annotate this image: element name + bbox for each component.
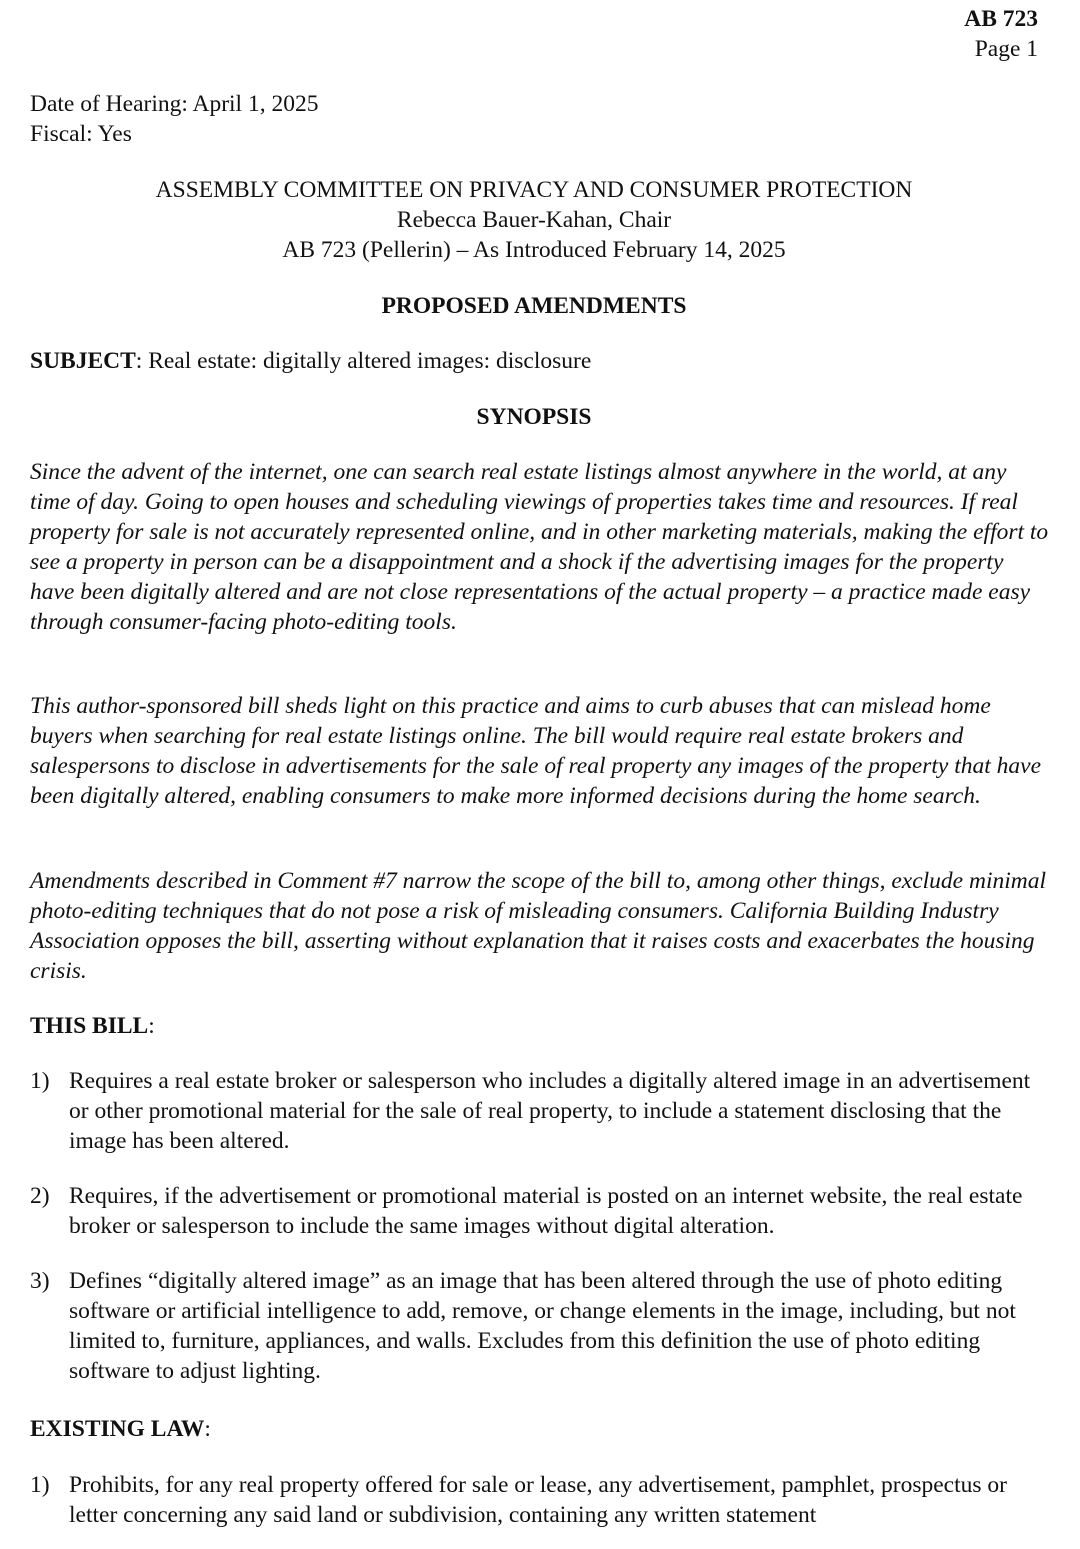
existing-law-heading [30,1414,211,1444]
subject-label: SUBJECT [30,348,136,374]
bill-number: AB 723 [964,6,1038,32]
synopsis-paragraph: This author-sponsored bill sheds light on this practice and aims to curb abuses that can mislead home buyers when searching for real estate listings online. The bill would require real estate brokers and salespersons to disclose in advertisements for the sale of real property any images of the property that have been digitally altered, enabling consumers to make more informed decisions during the home search. [30,693,1042,809]
amendments-heading: PROPOSED AMENDMENTS [381,293,687,319]
synopsis-paragraph: Since the advent of the internet, one can search real estate listings almost anywhere in the world, at any time of day. Going to open houses and scheduling viewings of properties takes time and resources. If real property for sale is not accurately represented online, and in other marketing materials, making the effort to see a property in person can be a disappointment and a shock if the advertising images for the property have been digitally altered and are not close representations of the actual property – a practice made easy through consumer-facing photo-editing tools. [30,459,1049,635]
item-text: Prohibits, for any real property offered for sale or lease, any advertisement, pamphlet, prospectus or letter concerning any said land or subdivision, containing any written statement [69,1472,1007,1528]
synopsis-paragraph: Amendments described in Comment #7 narrow the scope of the bill to, among other things, exclude minimal photo-editing techniques that do not pose a risk of misleading consumers. California Building Industry Association opposes the bill, asserting without explanation that it raises costs and exacerbates the housing crisis. [30,868,1047,984]
this-bill-item [30,1266,1055,1386]
committee-name: ASSEMBLY COMMITTEE ON PRIVACY AND CONSUMER PROTECTION [155,177,913,203]
item-text: Defines “digitally altered image” as an image that has been altered through the use of photo editing software or artificial intelligence to add, remove, or change elements in the image, including, but not limited to, furniture, appliances, and walls. Excludes from this definition the use of photo editing software to adjust lighting. [69,1268,1016,1384]
this-bill-item [30,1066,1055,1156]
item-number: 2) [30,1183,50,1209]
page-number: Page 1 [974,36,1038,62]
fiscal-status: Fiscal: Yes [30,121,132,147]
subject-line [30,346,591,376]
item-number: 1) [30,1472,50,1498]
subject-text: : Real estate: digitally altered images: disclosure [135,348,592,374]
hearing-date: Date of Hearing: April 1, 2025 [30,91,319,117]
synopsis-heading: SYNOPSIS [476,404,592,430]
this-bill-heading-colon: : [148,1013,155,1039]
existing-law-heading-text: EXISTING LAW [30,1416,205,1442]
item-text: Requires, if the advertisement or promotional material is posted on an internet website, the real estate broker or salesperson to include the same images without digital alteration. [69,1183,1023,1239]
existing-law-item [30,1470,1055,1530]
committee-block [0,175,1068,265]
existing-law-heading-colon: : [204,1416,211,1442]
this-bill-item [30,1181,1055,1241]
committee-chair: Rebecca Bauer-Kahan, Chair [396,207,672,233]
bill-version-line: AB 723 (Pellerin) – As Introduced February 14, 2025 [282,237,786,263]
page-header [964,4,1038,64]
item-number: 1) [30,1068,50,1094]
this-bill-heading [30,1011,155,1041]
this-bill-heading-text: THIS BILL [30,1013,149,1039]
item-number: 3) [30,1268,50,1294]
hearing-meta [30,89,318,149]
item-text: Requires a real estate broker or salesperson who includes a digitally altered image in an advertisement or other promotional material for the sale of real property, to include a statement disclosing that the image has been altered. [69,1068,1031,1154]
